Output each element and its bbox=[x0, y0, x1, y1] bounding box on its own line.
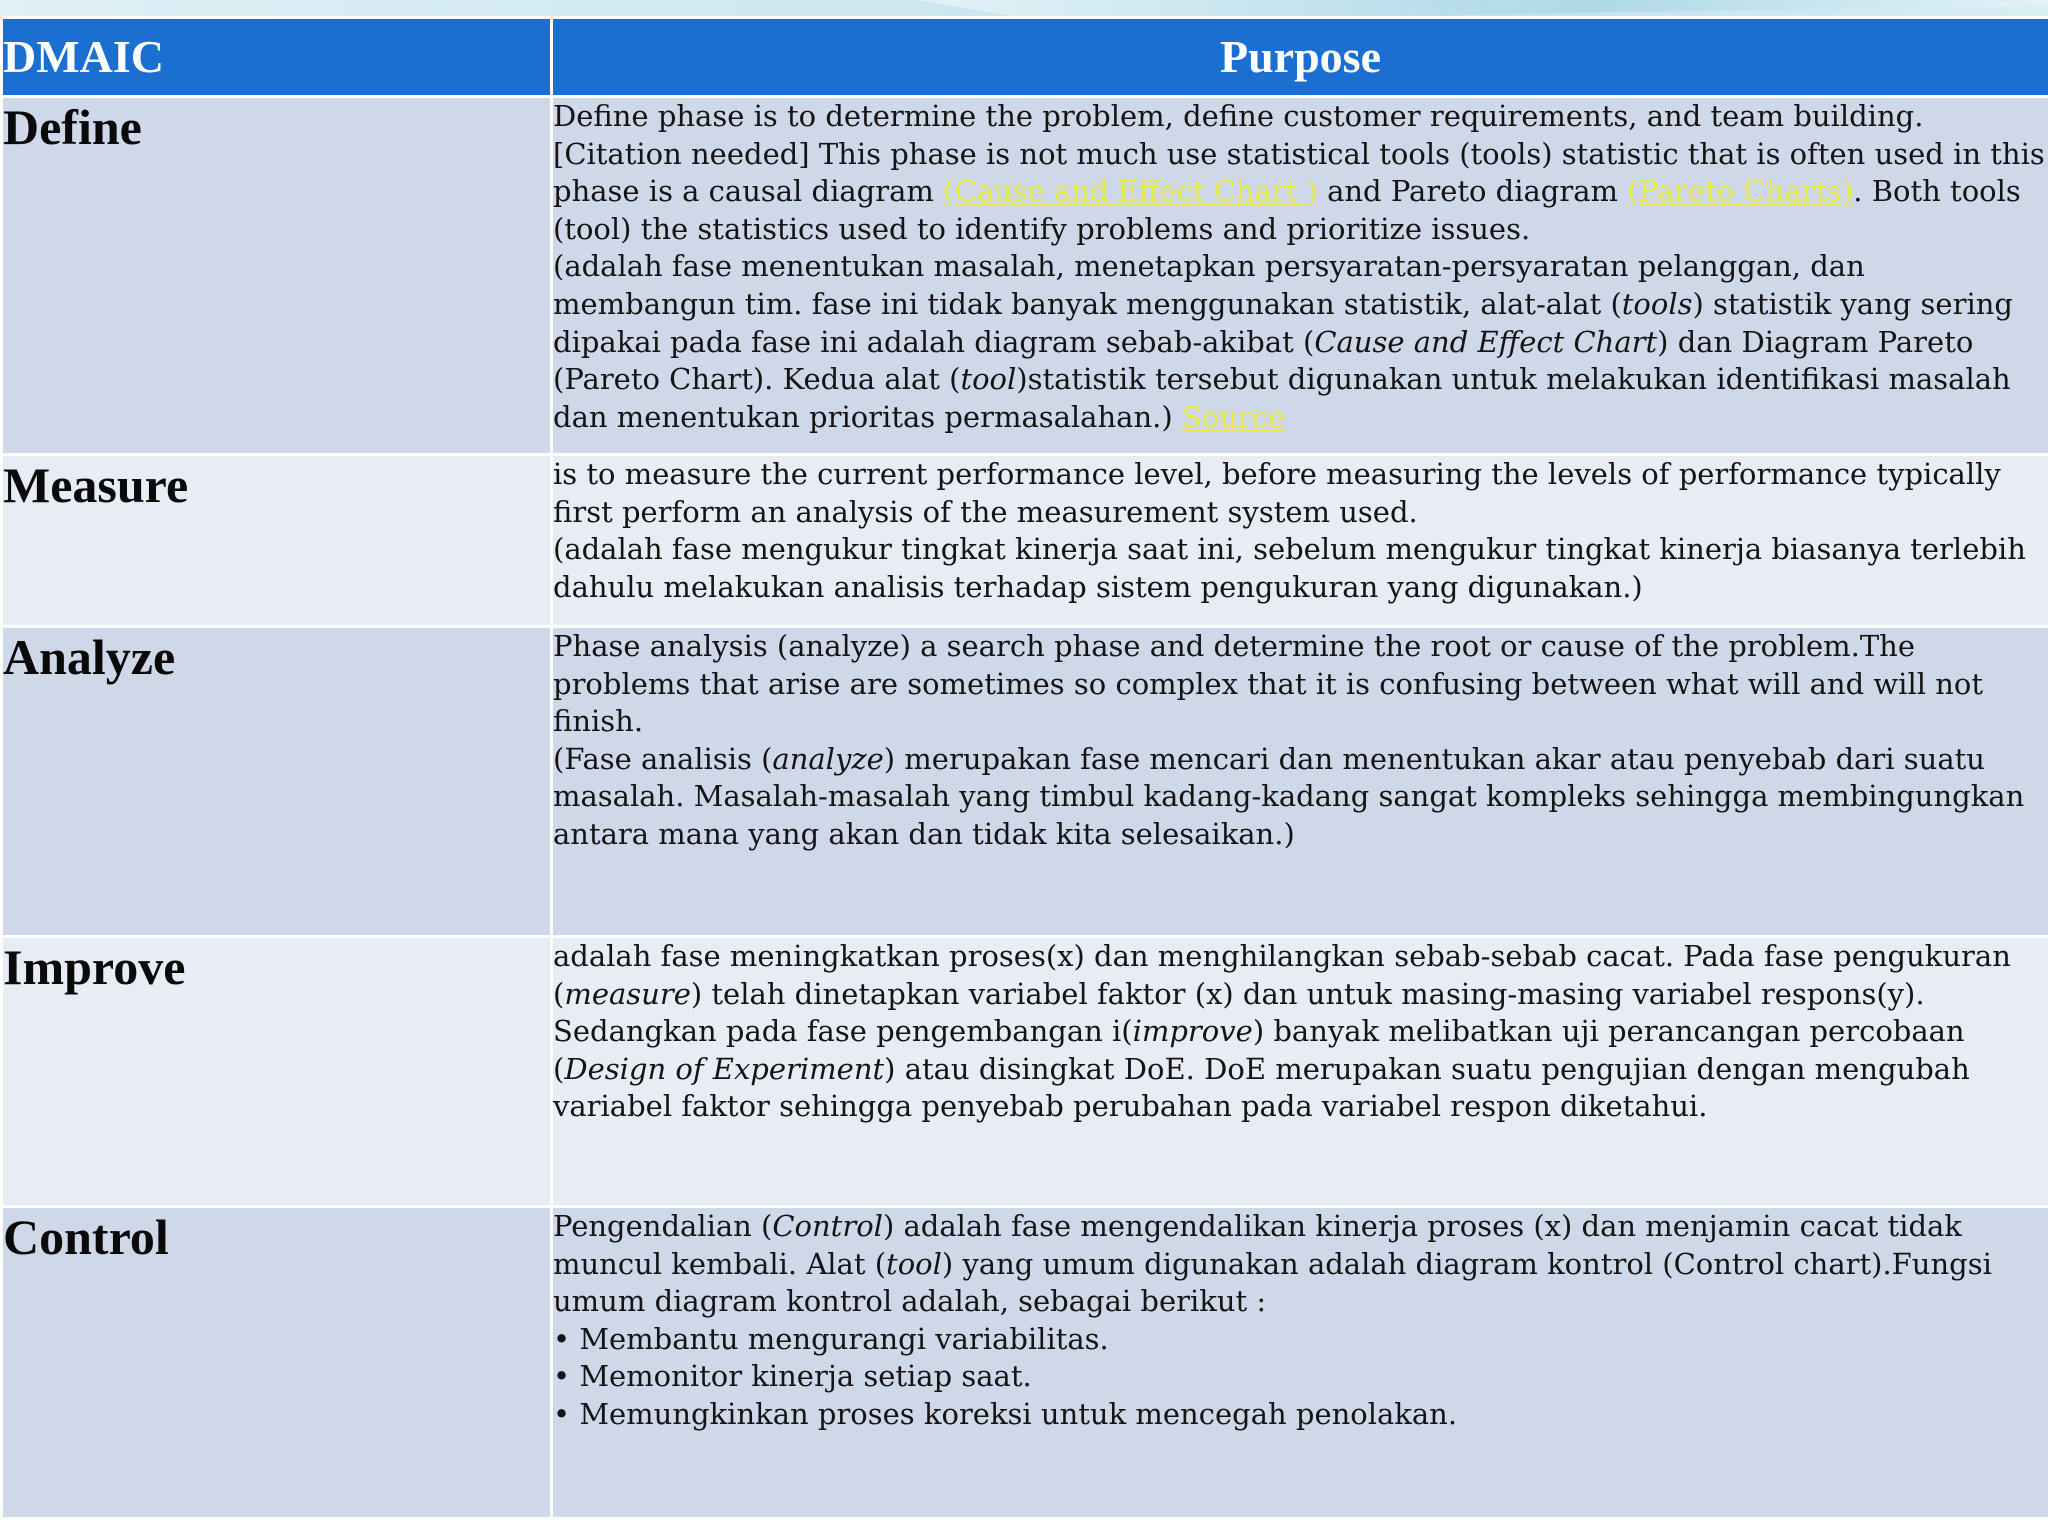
purpose-paragraph-indonesian bbox=[553, 938, 2048, 1126]
bullet-item: • Memungkinkan proses koreksi untuk mencegah penolakan. bbox=[553, 1396, 1458, 1431]
italic-term: Design of Experiment bbox=[564, 1051, 885, 1086]
table-row-measure bbox=[2, 455, 2048, 627]
purpose-paragraph-indonesian bbox=[553, 741, 2048, 854]
column-header-dmaic: DMAIC bbox=[2, 18, 552, 97]
italic-term: tools bbox=[1621, 286, 1693, 321]
purpose-text: ) banyak melibatkan uji perancangan percobaan ( bbox=[553, 1014, 1965, 1086]
bullet-item: • Membantu mengurangi variabilitas. bbox=[553, 1321, 1109, 1356]
header-row bbox=[2, 18, 2048, 97]
italic-term: Cause and Effect Chart bbox=[1314, 324, 1658, 359]
purpose-text: (adalah fase menentukan masalah, menetapkan persyaratan-persyaratan pelanggan, dan membangun tim. fase ini tidak banyak menggunakan statistik, alat-alat ( bbox=[553, 249, 1865, 321]
table-row-improve bbox=[2, 937, 2048, 1207]
phase-name: Control bbox=[2, 1207, 552, 1519]
purpose-text: ) telah dinetapkan variabel faktor (x) dan untuk masing-masing variabel respons(y). Sedangkan pada fase pengembangan i( bbox=[553, 976, 1925, 1049]
column-header-purpose: Purpose bbox=[552, 18, 2048, 97]
phase-name: Analyze bbox=[2, 627, 552, 937]
phase-name: Improve bbox=[2, 937, 552, 1207]
purpose-text: (Fase analisis ( bbox=[553, 741, 773, 776]
purpose-cell bbox=[552, 937, 2048, 1207]
purpose-paragraph-indonesian bbox=[553, 248, 2048, 436]
cause-effect-chart-link[interactable]: (Cause and Effect Chart ) bbox=[943, 174, 1318, 209]
purpose-cell bbox=[552, 455, 2048, 627]
pareto-charts-link[interactable]: (Pareto Charts) bbox=[1627, 174, 1854, 209]
purpose-text: ) atau disingkat DoE. DoE merupakan suatu pengujian dengan mengubah variabel faktor sehingga penyebab perubahan pada variabel respon diketahui. bbox=[553, 1051, 1970, 1124]
italic-term: tool bbox=[960, 362, 1017, 397]
purpose-text: ) statistik yang sering dipakai pada fase ini adalah diagram sebab-akibat ( bbox=[553, 286, 2013, 359]
purpose-text: ) yang umum digunakan adalah diagram kontrol (Control chart).Fungsi umum diagram kontrol adalah, sebagai berikut : bbox=[553, 1246, 1992, 1319]
table-row-define bbox=[2, 97, 2048, 455]
source-link[interactable]: Source bbox=[1181, 399, 1286, 434]
purpose-text: Pengendalian ( bbox=[553, 1209, 773, 1243]
purpose-cell bbox=[552, 1207, 2048, 1519]
purpose-paragraph-english: is to measure the current performance level, before measuring the levels of performance typically first perform an analysis of the measurement system used. bbox=[553, 457, 2001, 529]
purpose-cell bbox=[552, 97, 2048, 455]
purpose-text: ) merupakan fase mencari dan menentukan akar atau penyebab dari suatu masalah. Masalah-masalah yang timbul kadang-kadang sangat kompleks sehingga membingungkan antara mana yang akan dan tidak kita selesaikan.) bbox=[553, 741, 2025, 851]
purpose-paragraph-indonesian: (adalah fase mengukur tingkat kinerja saat ini, sebelum mengukur tingkat kinerja biasanya terlebih dahulu melakukan analisis terhadap sistem pengukuran yang digunakan.) bbox=[553, 532, 2026, 604]
purpose-paragraph-english bbox=[553, 98, 2048, 248]
purpose-text: ) adalah fase mengendalikan kinerja proses (x) dan menjamin cacat tidak muncul kembali. Alat ( bbox=[553, 1209, 1962, 1281]
table-row-analyze bbox=[2, 627, 2048, 937]
italic-term: measure bbox=[564, 976, 691, 1011]
purpose-text: )statistik tersebut digunakan untuk melakukan identifikasi masalah dan menentukan prioritas permasalahan.) bbox=[553, 362, 2011, 434]
bullet-item: • Memonitor kinerja setiap saat. bbox=[553, 1359, 1032, 1394]
phase-name: Define bbox=[2, 97, 552, 455]
purpose-cell bbox=[552, 627, 2048, 937]
purpose-text: . Both tools (tool) the statistics used to identify problems and prioritize issues. bbox=[553, 174, 2021, 246]
purpose-text: adalah fase meningkatkan proses(x) dan menghilangkan sebab-sebab cacat. Pada fase pengukuran ( bbox=[553, 939, 2011, 1011]
italic-term: analyze bbox=[772, 741, 884, 776]
purpose-paragraph-indonesian bbox=[553, 1208, 2048, 1321]
italic-term: Control bbox=[772, 1209, 883, 1243]
dmaic-table bbox=[0, 16, 2048, 1520]
phase-name: Measure bbox=[2, 455, 552, 627]
purpose-text: Define phase is to determine the problem, define customer requirements, and team building. [Citation needed] This phase is not much use statistical tools (tools) statistic that is often used in this phase is a causal diagram bbox=[553, 99, 2045, 209]
italic-term: improve bbox=[1132, 1014, 1253, 1049]
purpose-text: ) dan Diagram Pareto (Pareto Chart). Kedua alat ( bbox=[553, 324, 1974, 397]
purpose-text: and Pareto diagram bbox=[1317, 174, 1628, 209]
italic-term: tool bbox=[886, 1246, 942, 1281]
table-row-control bbox=[2, 1207, 2048, 1519]
purpose-paragraph-english: Phase analysis (analyze) a search phase and determine the root or cause of the problem.The problems that arise are sometimes so complex that it is confusing between what will and will not finish. bbox=[553, 629, 1984, 739]
